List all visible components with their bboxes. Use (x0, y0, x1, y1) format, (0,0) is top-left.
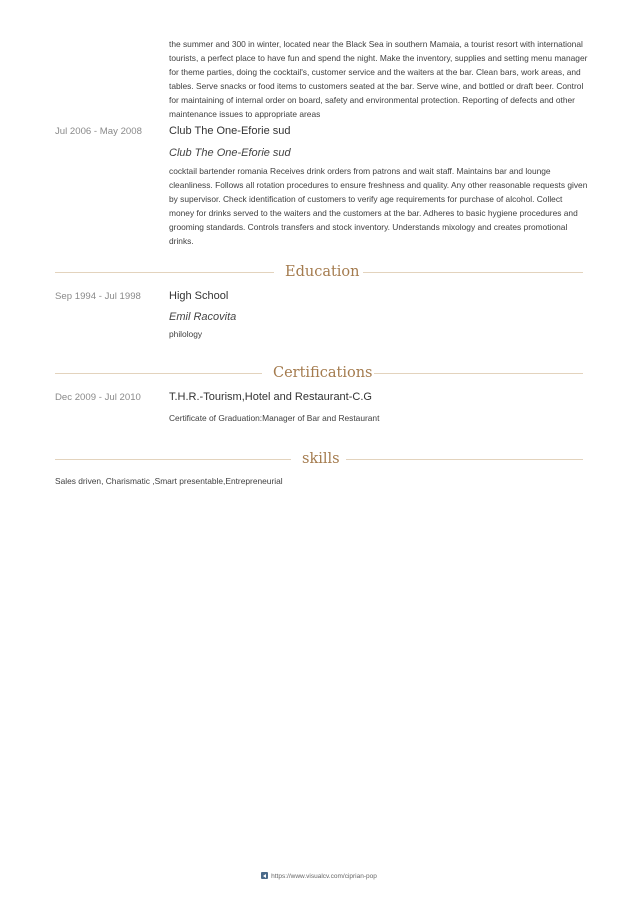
education-organization: Emil Racovita (169, 311, 237, 323)
experience-title: Club The One-Eforie sud (169, 125, 291, 137)
certification-date: Dec 2009 - Jul 2010 (55, 392, 141, 403)
skills-text: Sales driven, Charismatic ,Smart presentable,Entrepreneurial (55, 476, 283, 486)
section-divider-left (55, 459, 291, 460)
education-heading: Education (285, 264, 360, 280)
education-field: philology (169, 329, 203, 339)
section-divider-left (55, 373, 262, 374)
section-divider-right (363, 272, 583, 273)
section-divider-right (346, 459, 583, 460)
education-date: Sep 1994 - Jul 1998 (55, 291, 141, 302)
footer (0, 872, 638, 880)
certification-description: Certificate of Graduation:Manager of Bar and Restaurant (169, 413, 380, 423)
certification-title: T.H.R.-Tourism,Hotel and Restaurant-C.G (169, 391, 372, 403)
experience-description: cocktail bartender romania Receives drink orders from patrons and wait staff. Maintains bar and lounge cleanliness. Follows all rotation procedures to ensure freshness and quality. Any other reasonable requests given by supervisor. Check identification of customers to verify age requirements for purchase of alcohol. Collect money for drinks served to the waiters and the customers at the bar. Adheres to basic hygiene procedures and grooming standards. Controls transfers and stock inventory. Understands mixology and creates promotional drinks. (169, 166, 588, 246)
certifications-section-header (55, 363, 583, 383)
section-divider-left (55, 272, 274, 273)
certifications-heading: Certifications (273, 365, 373, 381)
visualcv-icon (261, 872, 268, 879)
education-section-header (55, 262, 583, 282)
section-divider-right (374, 373, 583, 374)
footer-url-link[interactable]: https://www.visualcv.com/ciprian-pop (271, 873, 377, 880)
skills-heading: skills (302, 451, 340, 467)
experience-organization: Club The One-Eforie sud (169, 147, 291, 159)
skills-section-header (55, 449, 583, 469)
education-title: High School (169, 290, 229, 302)
experience-date: Jul 2006 - May 2008 (55, 126, 142, 137)
experience-prev-description: the summer and 300 in winter, located near the Black Sea in southern Mamaia, a tourist resort with international tourists, a perfect place to have fun and spend the night. Make the inventory, supplies and setting menu manager for theme parties, doing the cocktail's, customer service and the waiters at the bar. Clean bars, work areas, and tables. Serve snacks or food items to customers seated at the bar. Serve wine, and bottled or draft beer. Control for maintaining of internal order on board, safety and environmental protection. Reporting of defects and other maintenance issues to appropriate areas (169, 39, 588, 119)
